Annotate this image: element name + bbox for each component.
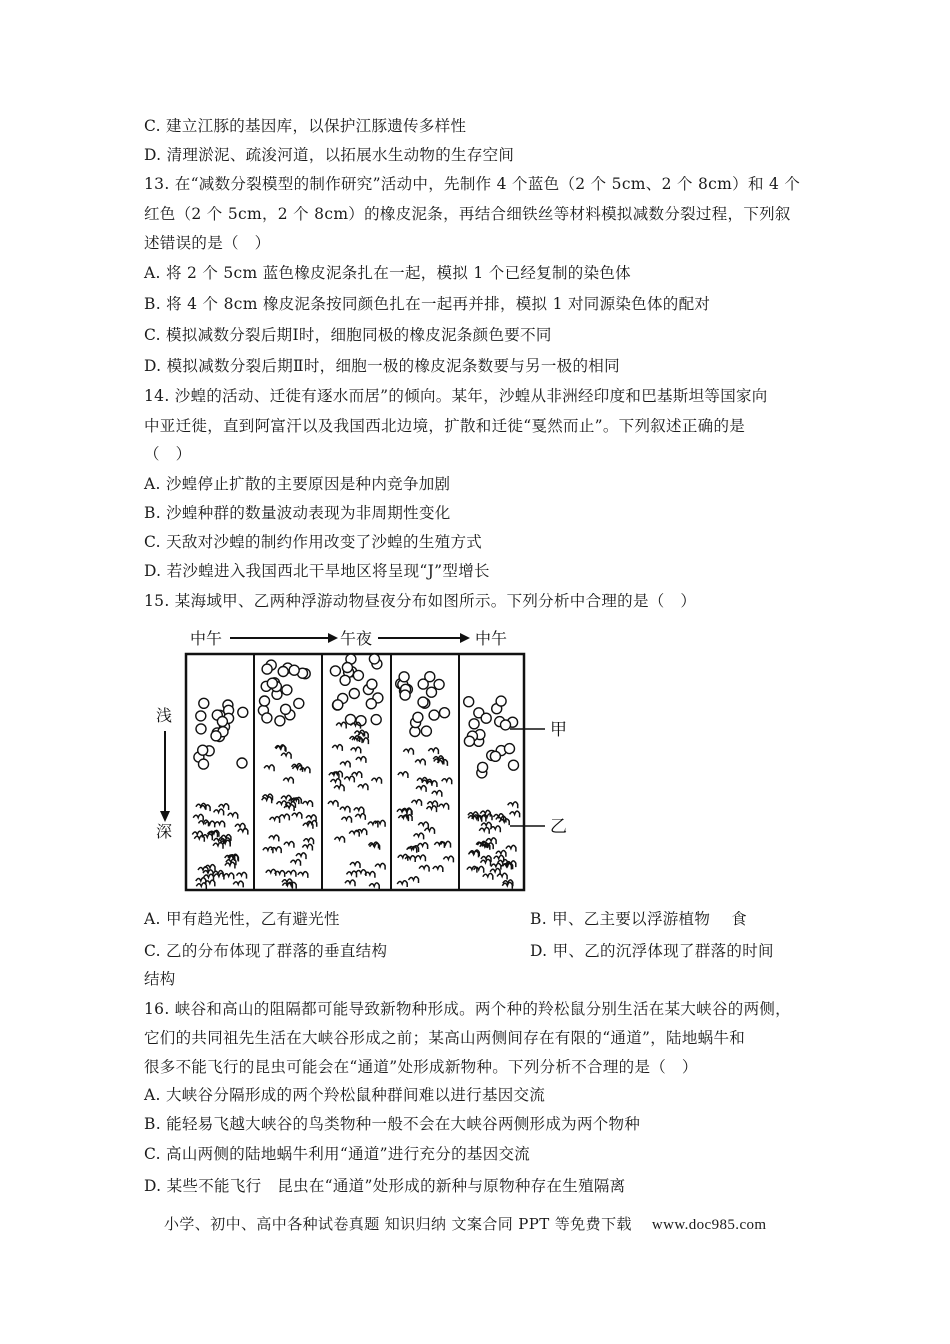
- species-a-marker: [340, 675, 350, 685]
- species-b-marker: [233, 881, 243, 887]
- species-a-marker: [196, 724, 206, 734]
- option-c: C. 建立江豚的基因库，以保护江豚遗传多样性: [144, 117, 467, 135]
- species-b-marker: [403, 748, 413, 754]
- option-c: C. 高山两侧的陆地蜗牛利用“通道”进行充分的基因交流: [144, 1145, 531, 1163]
- species-b-marker: [425, 828, 435, 834]
- species-a-marker: [353, 670, 363, 680]
- species-b-marker: [215, 821, 225, 827]
- species-a-marker: [199, 698, 209, 708]
- species-a-marker: [427, 687, 437, 697]
- species-a-marker: [330, 666, 340, 676]
- species-b-marker: [349, 830, 359, 836]
- question-stem: 它们的共同祖先生活在大峡谷形成之前；某高山两侧间存在有限的“通道”，陆地蜗牛和: [144, 1029, 746, 1047]
- species-b-marker: [412, 800, 422, 806]
- option-a: A. 大峡谷分隔形成的两个羚松鼠种群间难以进行基因交流: [144, 1086, 546, 1104]
- species-a-marker: [399, 672, 409, 682]
- option-a: A. 将 2 个 5cm 蓝色橡皮泥条扎在一起，模拟 1 个已经复制的染色体: [144, 264, 631, 282]
- species-a-marker: [369, 654, 379, 664]
- species-b-marker: [342, 817, 352, 823]
- species-b-marker: [328, 801, 338, 807]
- species-b-marker: [419, 865, 429, 871]
- species-b-marker: [358, 784, 368, 790]
- species-a-marker: [282, 685, 292, 695]
- question-stem: 很多不能飞行的昆虫可能会在“通道”处形成新物种。下列分析不合理的是（ ）: [144, 1058, 698, 1076]
- species-a-marker: [478, 762, 488, 772]
- species-a-marker: [371, 715, 381, 725]
- question-stem: 13. 在“减数分裂模型的制作研究”活动中，先制作 4 个蓝色（2 个 5cm、2 个 8cm）和 4 个: [144, 175, 801, 193]
- species-b-marker: [237, 872, 247, 878]
- species-b-marker: [205, 821, 215, 827]
- species-b-marker: [418, 822, 428, 828]
- species-a-marker: [509, 760, 519, 770]
- species-b-marker: [414, 833, 424, 839]
- species-a-marker: [481, 713, 491, 723]
- species-b-marker: [356, 870, 366, 876]
- species-a-marker: [333, 700, 343, 710]
- species-b-marker: [296, 853, 306, 859]
- species-a-marker: [238, 707, 248, 717]
- species-b-marker: [368, 821, 378, 827]
- species-b-marker: [281, 752, 291, 758]
- species-b-marker: [375, 863, 385, 869]
- option-d: D. 某些不能飞行 昆虫在“通道”处形成的新种与原物种存在生殖隔离: [144, 1177, 626, 1195]
- species-b-marker: [291, 860, 301, 866]
- species-b-marker: [415, 855, 425, 861]
- species-b-marker: [266, 869, 276, 875]
- plankton-distribution-figure: [150, 625, 580, 897]
- species-b-marker: [270, 817, 280, 823]
- option-b: B. 沙蝗种群的数量波动表现为非周期性变化: [144, 504, 451, 522]
- depth-label-deep: 深: [156, 822, 173, 841]
- species-b-marker: [352, 737, 362, 743]
- time-label-noon-2: 中午: [475, 629, 508, 648]
- species-b-marker: [284, 842, 294, 848]
- species-b-marker: [428, 748, 438, 754]
- species-a-marker: [275, 716, 285, 726]
- species-a-marker: [294, 698, 304, 708]
- species-b-marker: [224, 873, 234, 879]
- species-a-marker: [496, 696, 506, 706]
- species-b-marker: [284, 805, 294, 811]
- option-d: D. 模拟减数分裂后期Ⅱ时，细胞一极的橡皮泥条数要与另一极的相同: [144, 357, 620, 375]
- species-b-marker: [303, 822, 313, 828]
- species-b-marker: [506, 845, 516, 851]
- species-a-marker: [418, 679, 428, 689]
- species-b-marker: [351, 747, 361, 753]
- species-b-marker: [508, 802, 518, 808]
- species-b-marker: [345, 880, 355, 886]
- species-b-marker: [335, 837, 345, 843]
- species-a-marker: [413, 712, 423, 722]
- option-d-continued: 结构: [144, 970, 176, 988]
- page-footer: [164, 1213, 766, 1234]
- species-b-marker: [302, 844, 312, 850]
- species-a-marker: [262, 664, 272, 674]
- species-b-marker: [300, 767, 310, 773]
- species-a-marker: [434, 679, 444, 689]
- species-a-marker: [501, 720, 511, 730]
- species-b-marker: [432, 791, 442, 797]
- option-a: A. 甲有趋光性，乙有避光性: [144, 910, 340, 928]
- species-a-marker: [464, 697, 474, 707]
- species-b-marker: [443, 856, 453, 862]
- species-b-marker: [334, 785, 344, 791]
- arrow-down-icon: [160, 811, 170, 822]
- species-b-marker: [214, 809, 224, 815]
- option-c: C. 乙的分布体现了群落的垂直结构: [144, 942, 388, 960]
- species-a-marker: [490, 751, 500, 761]
- species-b-marker: [228, 813, 238, 819]
- species-b-marker: [238, 828, 248, 834]
- footer-text: 小学、初中、高中各种试卷真题 知识归纳 文案合同 PPT 等免费下载: [164, 1215, 632, 1233]
- species-label-b: 乙: [550, 817, 567, 837]
- species-b-marker: [398, 772, 408, 778]
- depth-label-shallow: 浅: [156, 706, 173, 725]
- species-a-marker: [260, 696, 270, 706]
- species-a-marker: [429, 710, 439, 720]
- species-a-marker: [211, 731, 221, 741]
- question-stem: 红色（2 个 5cm，2 个 8cm）的橡皮泥条，再结合细铁丝等材料模拟减数分裂过程，下列叙: [144, 205, 791, 223]
- species-a-marker: [440, 708, 450, 718]
- time-label-noon-1: 中午: [190, 629, 223, 648]
- species-b-marker: [355, 814, 365, 820]
- species-a-marker: [366, 699, 376, 709]
- species-b-marker: [199, 820, 209, 826]
- species-b-marker: [298, 872, 308, 878]
- species-b-marker: [336, 722, 346, 728]
- species-a-marker: [342, 663, 352, 673]
- species-b-marker: [347, 871, 357, 877]
- species-a-marker: [289, 665, 299, 675]
- species-b-marker: [332, 745, 342, 751]
- species-b-marker: [427, 806, 437, 812]
- species-b-marker: [262, 797, 272, 803]
- species-a-marker: [464, 736, 474, 746]
- species-a-marker: [469, 719, 479, 729]
- species-a-marker: [418, 697, 428, 707]
- time-label-midnight: 午夜: [340, 629, 373, 648]
- species-b-marker: [225, 862, 235, 868]
- species-b-marker: [479, 828, 489, 834]
- species-b-marker: [354, 807, 364, 813]
- option-b: B. 甲、乙主要以浮游植物 食: [530, 910, 747, 928]
- option-b: B. 能轻易飞越大峡谷的鸟类物种一般不会在大峡谷两侧形成为两个物种: [144, 1115, 641, 1133]
- species-b-marker: [397, 881, 407, 887]
- species-b-marker: [213, 842, 223, 848]
- question-stem: （ ）: [144, 445, 192, 463]
- organism-markers: [192, 654, 519, 889]
- species-b-marker: [292, 813, 302, 819]
- species-b-marker: [497, 873, 507, 879]
- species-b-marker: [369, 883, 379, 889]
- arrow-head-icon: [328, 633, 338, 643]
- species-a-marker: [198, 745, 208, 755]
- species-b-marker: [405, 856, 415, 862]
- species-label-a: 甲: [550, 720, 567, 740]
- question-stem: 16. 峡谷和高山的阻隔都可能导致新物种形成。两个种的羚松鼠分别生活在某大峡谷的两侧，: [144, 1000, 791, 1018]
- species-a-marker: [505, 744, 515, 754]
- species-b-marker: [340, 761, 350, 767]
- species-a-marker: [281, 704, 291, 714]
- species-a-marker: [267, 678, 277, 688]
- species-b-marker: [344, 776, 354, 782]
- option-d: D. 甲、乙的沉浮体现了群落的时间: [530, 942, 774, 960]
- species-b-marker: [441, 841, 451, 847]
- species-b-marker: [340, 806, 350, 812]
- question-stem: 14. 沙蝗的活动、迁徙有逐水而居”的倾向。某年，沙蝗从非洲经印度和巴基斯坦等国家向: [144, 387, 768, 405]
- species-b-marker: [304, 838, 314, 844]
- species-b-marker: [286, 870, 296, 876]
- option-a: A. 沙蝗停止扩散的主要原因是种内竞争加剧: [144, 475, 451, 493]
- species-a-marker: [237, 758, 247, 768]
- species-a-marker: [262, 713, 272, 723]
- species-b-marker: [283, 777, 293, 783]
- species-a-marker: [349, 689, 359, 699]
- species-a-marker: [217, 717, 227, 727]
- species-b-marker: [409, 877, 419, 883]
- species-a-marker: [421, 726, 431, 736]
- species-a-marker: [367, 679, 377, 689]
- arrow-head-icon: [460, 633, 470, 643]
- option-c: C. 天敌对沙蝗的制约作用改变了沙蝗的生殖方式: [144, 533, 483, 551]
- species-b-marker: [269, 835, 279, 841]
- species-b-marker: [483, 873, 493, 879]
- species-b-marker: [416, 786, 426, 792]
- question-stem: 述错误的是（ ）: [144, 234, 271, 252]
- species-a-marker: [196, 711, 206, 721]
- option-d: D. 若沙蝗进入我国西北干旱地区将呈现“J”型增长: [144, 562, 490, 580]
- species-b-marker: [356, 757, 366, 763]
- species-b-marker: [372, 778, 382, 784]
- species-b-marker: [433, 866, 443, 872]
- species-b-marker: [510, 811, 520, 817]
- question-stem: 15. 某海域甲、乙两种浮游动物昼夜分布如图所示。下列分析中合理的是（ ）: [144, 592, 697, 610]
- option-b: B. 将 4 个 8cm 橡皮泥条按同颜色扎在一起再并排，模拟 1 对同源染色体的配对: [144, 295, 711, 313]
- species-b-marker: [350, 862, 360, 868]
- option-c: C. 模拟减数分裂后期Ⅰ时，细胞同极的橡皮泥条颜色要不同: [144, 326, 552, 344]
- species-a-marker: [199, 759, 209, 769]
- species-b-marker: [442, 778, 452, 784]
- species-b-marker: [303, 801, 313, 807]
- question-stem: 中亚迁徙，直到阿富汗以及我国西北边境，扩散和迁徙“戛然而止”。下列叙述正确的是: [144, 417, 746, 435]
- species-b-marker: [279, 814, 289, 820]
- species-b-marker: [415, 759, 425, 765]
- species-a-marker: [278, 667, 288, 677]
- species-b-marker: [439, 803, 449, 809]
- species-b-marker: [481, 859, 491, 865]
- species-b-marker: [264, 765, 274, 771]
- species-b-marker: [196, 883, 206, 889]
- species-b-marker: [331, 779, 341, 785]
- footer-url[interactable]: www.doc985.com: [651, 1217, 767, 1233]
- species-b-marker: [193, 814, 203, 820]
- species-b-marker: [474, 866, 484, 872]
- option-d: D. 清理淤泥、疏浚河道，以拓展水生动物的生存空间: [144, 146, 515, 164]
- species-a-marker: [400, 690, 410, 700]
